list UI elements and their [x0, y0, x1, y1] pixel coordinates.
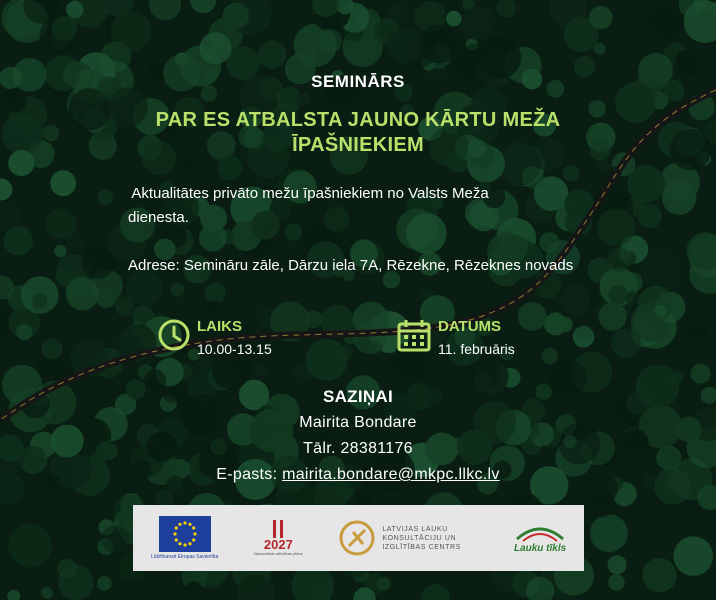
date-block [396, 318, 515, 359]
seminar-title: PAR ES ATBALSTA JAUNO KĀRTU MEŽA ĪPAŠNIEKIEM [155, 109, 561, 156]
logo-bar [133, 505, 584, 571]
contact-phone: Tālr. 28381176 [303, 440, 413, 457]
contact-section [0, 384, 716, 488]
national-plan-logo [254, 520, 303, 556]
date-label: DATUMS [438, 318, 502, 335]
contact-email-row [0, 462, 716, 488]
plan-year: 2027 [263, 537, 293, 552]
contact-name: Mairita Bondare [299, 414, 417, 431]
plan-caption: Nacionālais attīstības plāns [253, 551, 303, 556]
llkc-name: LATVIJAS LAUKU KONSULTĀCIJU UN IZGLĪTĪBAS CENTRS [382, 525, 461, 551]
lauku-tikls-emblem-icon [515, 523, 565, 543]
email-label: E-pasts: [216, 466, 283, 483]
llkc-emblem-icon [338, 519, 376, 557]
lauku-tikls-logo [514, 523, 566, 554]
llkc-logo [338, 519, 478, 557]
eu-logo [151, 516, 219, 560]
plan-bars-icon [270, 520, 286, 538]
date-value: 11. februāris [438, 341, 515, 357]
lauku-tikls-name: Lauku tīkls [513, 542, 567, 554]
calendar-icon [396, 318, 432, 354]
eu-caption: Līdzfinansē Eiropas Savienība [150, 554, 219, 560]
time-label: LAIKS [197, 318, 242, 335]
eu-flag-icon [159, 516, 211, 552]
seminar-label: SEMINĀRS [311, 72, 405, 91]
seminar-address: Adrese: Semināru zāle, Dārzu iela 7A, Rēzekne, Rēzeknes novads [128, 257, 574, 274]
time-block [157, 318, 272, 359]
clock-icon [157, 318, 191, 352]
contact-heading: SAZIŅAI [322, 387, 394, 406]
seminar-description: Aktualitātes privāto mežu īpašniekiem no Valsts Meža dienesta. [128, 185, 489, 226]
time-value: 10.00-13.15 [197, 341, 272, 357]
email-link[interactable]: mairita.bondare@mkpc.llkc.lv [282, 466, 500, 483]
